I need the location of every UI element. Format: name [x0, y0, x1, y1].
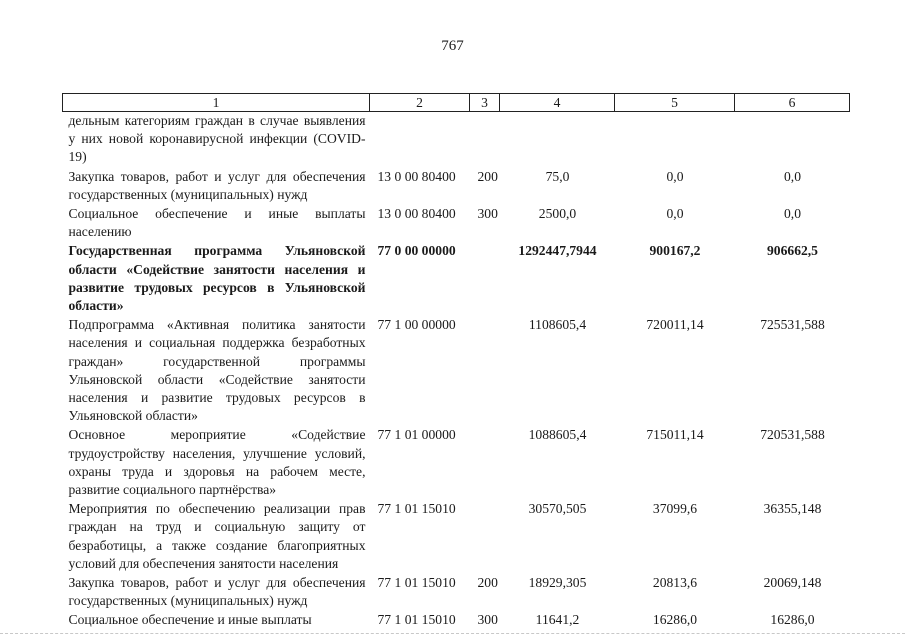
header-row — [63, 94, 850, 112]
row-kind — [470, 242, 500, 316]
row-value-6: 720531,588 — [760, 427, 825, 443]
row-value-6: 725531,588 — [760, 317, 825, 333]
row-kind: 200 — [477, 168, 498, 184]
table-body — [63, 112, 850, 631]
page-bottom-edge — [0, 633, 905, 634]
row-value-6: 16286,0 — [770, 612, 815, 628]
row-value-5: 0,0 — [666, 168, 684, 184]
row-value-4: 1088605,4 — [528, 427, 587, 443]
row-name: Основное мероприятие «Содействие трудоустройству населения, улучшение условий, охраны труда и здоровья на рабочем месте, развитие социального партнёрства» — [68, 427, 366, 498]
row-code — [370, 112, 470, 168]
row-code: 77 0 00 00000 — [377, 243, 456, 259]
row-value-5: 20813,6 — [652, 575, 698, 591]
table-header — [63, 94, 850, 112]
row-code: 77 1 01 15010 — [377, 612, 456, 628]
header-col-3: 3 — [470, 94, 500, 112]
row-value-5: 720011,14 — [646, 317, 704, 333]
row-value-6: 0,0 — [784, 206, 801, 222]
row-value-5 — [615, 112, 735, 168]
row-kind: 200 — [477, 575, 498, 591]
row-name: дельным категориям граждан в случае выявления у них новой коронавирусной инфекции (COVID-19) — [68, 113, 366, 165]
row-value-5: 16286,0 — [652, 612, 698, 628]
row-value-4: 2500,0 — [538, 206, 577, 222]
row-value-6: 20069,148 — [763, 575, 822, 591]
row-value-6: 906662,5 — [767, 243, 818, 259]
row-value-5: 900167,2 — [649, 243, 701, 259]
row-kind: 300 — [477, 206, 498, 222]
row-value-4: 18929,305 — [528, 575, 587, 591]
row-code: 13 0 00 80400 — [377, 168, 456, 184]
table-row-program — [63, 242, 850, 316]
table-row — [63, 205, 850, 242]
row-code: 77 1 01 15010 — [377, 575, 456, 591]
table-row — [63, 112, 850, 168]
table-row — [63, 168, 850, 205]
row-name: Государственная программа Ульяновской области «Содействие занятости населения и развитие трудовых ресурсов в Ульяновской области» — [68, 243, 366, 314]
row-kind — [470, 112, 500, 168]
header-col-6: 6 — [735, 94, 850, 112]
row-code: 77 1 01 15010 — [377, 501, 456, 517]
table-row — [63, 611, 850, 630]
row-code: 13 0 00 80400 — [377, 206, 456, 222]
row-name: Социальное обеспечение и иные выплаты населению — [68, 206, 366, 240]
row-name: Закупка товаров, работ и услуг для обеспечения государственных (муниципальных) нужд — [68, 168, 366, 202]
row-name: Закупка товаров, работ и услуг для обеспечения государственных (муниципальных) нужд — [68, 575, 366, 609]
row-kind — [470, 426, 500, 500]
table-row — [63, 500, 850, 574]
row-code: 77 1 01 00000 — [377, 427, 456, 443]
row-kind: 300 — [477, 612, 498, 628]
table-row — [63, 426, 850, 500]
row-value-4: 30570,505 — [528, 501, 587, 517]
header-col-1: 1 — [63, 94, 370, 112]
row-value-6: 36355,148 — [763, 501, 822, 517]
row-name: Мероприятия по обеспечению реализации прав граждан на труд и социальную защиту от безработицы, а также создание благоприятных условий для обеспечения занятости населения — [68, 501, 366, 571]
row-value-5: 0,0 — [666, 206, 684, 222]
page-number: 767 — [441, 38, 464, 54]
row-name: Подпрограмма «Активная политика занятости населения и социальная поддержка безработных граждан» государственной программы Ульяновской области «Содействие занятости населения и развитие трудовых ресурсов в Ульяновской области» — [68, 317, 366, 424]
row-value-5: 37099,6 — [652, 501, 698, 517]
row-kind — [470, 316, 500, 426]
row-value-4: 11641,2 — [535, 612, 580, 628]
row-value-4 — [500, 112, 615, 168]
row-value-4: 75,0 — [545, 168, 570, 184]
table-row — [63, 574, 850, 611]
row-kind — [470, 500, 500, 574]
budget-table — [62, 93, 850, 631]
row-value-5: 715011,14 — [646, 427, 704, 443]
row-name: Социальное обеспечение и иные выплаты — [68, 612, 312, 628]
header-col-2: 2 — [370, 94, 470, 112]
row-value-4: 1108605,4 — [528, 317, 587, 333]
row-value-4: 1292447,7944 — [518, 243, 597, 259]
row-code: 77 1 00 00000 — [377, 317, 456, 333]
row-value-6: 0,0 — [784, 168, 801, 184]
header-col-4: 4 — [500, 94, 615, 112]
header-col-5: 5 — [615, 94, 735, 112]
row-value-6 — [735, 112, 850, 168]
table-row — [63, 316, 850, 426]
